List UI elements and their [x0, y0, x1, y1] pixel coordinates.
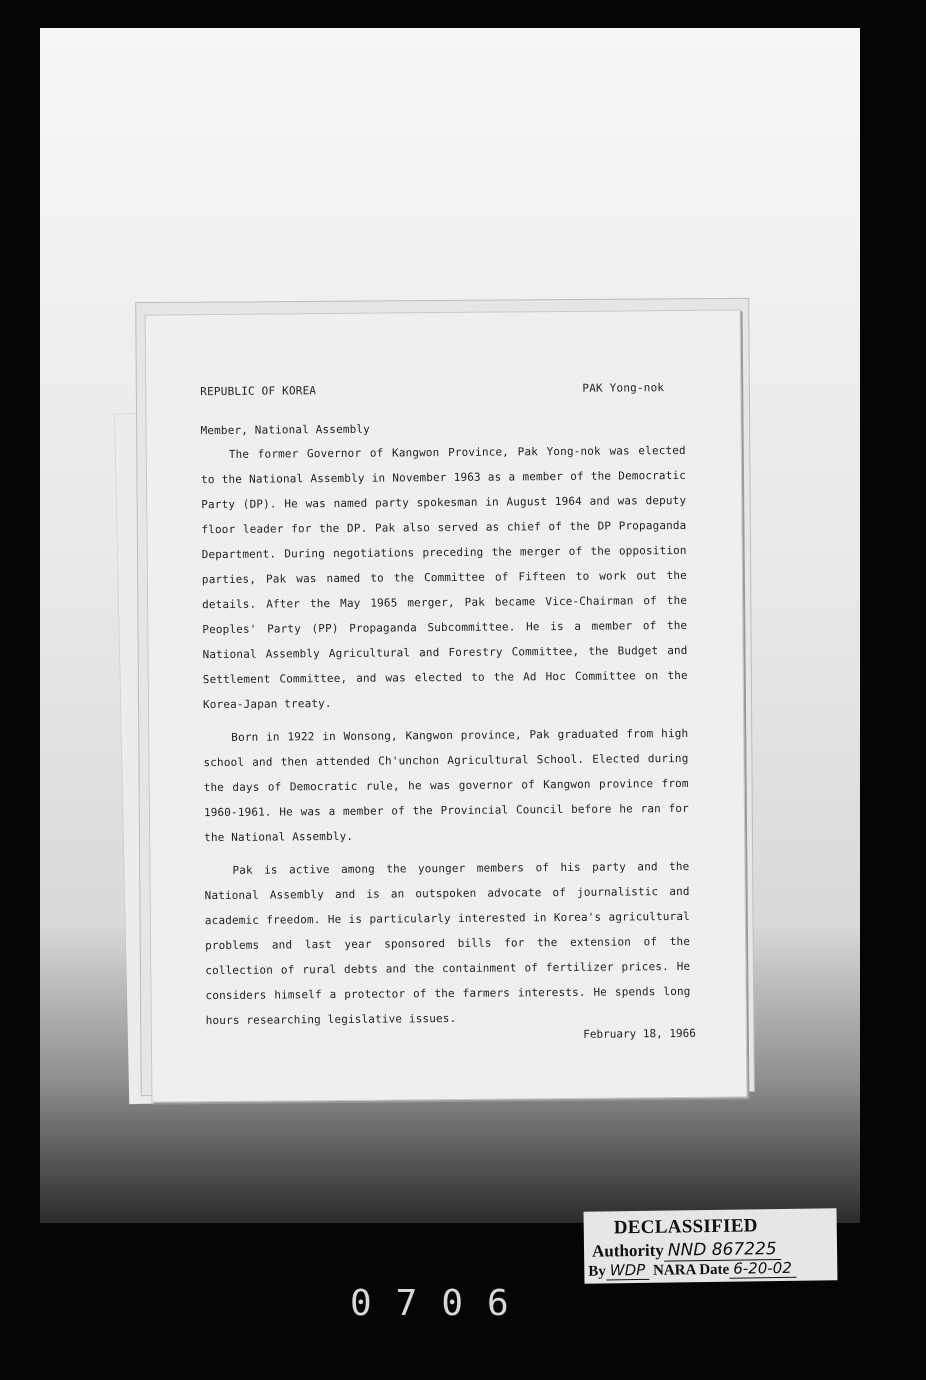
paragraph: The former Governor of Kangwon Province, Pak Yong-nok was elected to the National Assembly in November 1963 as a member of the Democratic Party (DP). He was named party spokesman in August 1964 and was deputy floor leader for the DP. Pak also served as chief of the DP Propaganda Department. During negotiations preceding the merger of the opposition parties, Pak was named to the Committee of Fifteen to work out the details. After the May 1965 merger, Pak became Vice-Chairman of the Peoples' Party (PP) Propaganda Subcommittee. He is a member of the National Assembly Agricultural and Forestry Committee, the Budget and Settlement Committee, and was elected to the Ad Hoc Committee on the Korea-Japan treaty. — [200, 443, 688, 712]
paragraph: Pak is active among the younger members of his party and the National Assembly and is an outspoken advocate of journalistic and academic freedom. He is particularly interested in Korea's agricultural problems and last year sponsored bills for the extension of the collection of rural debts and the containment of fertilizer prices. He considers himself a protector of the farmers interests. He spends long hours researching legislative issues. — [204, 859, 691, 1028]
stamp-authority — [592, 1239, 781, 1262]
paragraph: Born in 1922 in Wonsong, Kangwon province, Pak graduated from high school and then attended Ch'unchon Agricultural School. Elected during the days of Democratic rule, he was governor of Kangwon province from 1960-1961. He was a member of the Provincial Council before he ran for the National Assembly. — [203, 726, 689, 845]
frame-number: 0706 — [350, 1283, 533, 1324]
header-name: PAK Yong-nok — [582, 381, 665, 395]
stamp-authority-label: Authority — [591, 1240, 664, 1261]
stamp-title: DECLASSIFIED — [613, 1215, 758, 1239]
stamp-date-value: 6-20-02 — [729, 1259, 796, 1279]
role-line: Member, National Assembly — [200, 422, 370, 438]
header-country: REPUBLIC OF KOREA — [200, 384, 317, 399]
declassified-stamp — [584, 1208, 838, 1284]
stamp-authority-value: NND 867225 — [664, 1239, 781, 1262]
stamp-by-value: WDP — [606, 1261, 650, 1281]
stamp-nara-label: NARA Date — [652, 1261, 730, 1279]
document-page — [145, 309, 748, 1102]
stamp-by-line — [588, 1259, 796, 1281]
document-date: February 18, 1966 — [583, 1026, 696, 1041]
stamp-by-label: By — [588, 1263, 606, 1280]
document-body — [200, 416, 690, 1041]
